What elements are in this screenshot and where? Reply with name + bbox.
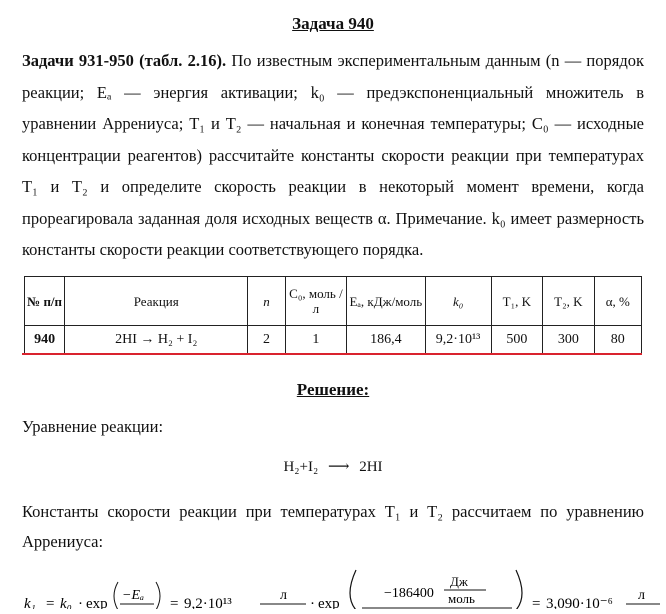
- highlight-underline: [22, 353, 642, 355]
- formula-eq2: =: [170, 596, 179, 609]
- header-k0: k₀: [425, 277, 491, 326]
- arrhenius-formula: [22, 568, 662, 609]
- cell-k0: 9,2·10¹³: [425, 326, 491, 354]
- cell-num: 940: [25, 326, 65, 354]
- formula-dot2: ·: [310, 596, 315, 609]
- header-n: n: [248, 277, 285, 326]
- task-text: По известным экспериментальным данным (n — порядок реакции; Eₐ — энергия активации; k₀ — предэкспоненциальный множитель в уравнении Аррениуса; T₁ и T₂ — начальная и конечная температуры; C₀ — исходные концентрации реагентов) рассчитайте константы скорости реакции при температурах T₁ и T₂ и определите скорость реакции в некоторый момент времени, когда прореагировала заданная доля исходных веществ α. Примечание. k₀ имеет размерность константы скорости реакции соответствующего порядка.: [22, 51, 644, 259]
- reaction-equation: [0, 457, 666, 476]
- formula-exp2: exp: [318, 596, 340, 609]
- reaction-right: 2HI: [359, 459, 383, 475]
- formula-eq1: =: [46, 596, 55, 609]
- header-c0: C₀, моль /л: [285, 277, 346, 326]
- task-lead: Задачи 931-950 (табл. 2.16).: [22, 51, 227, 70]
- header-t2: T₂, K: [543, 277, 594, 326]
- formula-unit-j: Дж: [450, 574, 468, 589]
- data-table: [24, 276, 642, 354]
- formula-result: 3,090·10⁻⁶: [546, 596, 613, 609]
- formula-paren-right: [156, 582, 160, 609]
- reaction-left: H₂+I₂: [283, 459, 319, 475]
- arrhenius-text: Константы скорости реакции при температурах T₁ и T₂ рассчитаем по уравнению Аррениуса:: [22, 502, 644, 551]
- cell-n: 2: [248, 326, 285, 354]
- formula-paren-left: [114, 582, 118, 609]
- formula-exp: exp: [86, 596, 108, 609]
- cell-t2: 300: [543, 326, 594, 354]
- formula-unit-mol: моль: [448, 591, 475, 606]
- task-title: Задача 940: [292, 14, 374, 33]
- formula-dot: ·: [78, 596, 83, 609]
- header-alpha: α, %: [594, 277, 641, 326]
- table-header-row: [25, 277, 642, 326]
- header-ea: Eₐ, кДж/моль: [347, 277, 426, 326]
- formula-minus-ea: −Eₐ: [122, 588, 145, 603]
- table-row: [25, 326, 642, 354]
- formula-k1: k₁: [24, 596, 36, 609]
- formula-unit-l: л: [280, 588, 287, 603]
- formula-k0: k₀: [60, 596, 72, 609]
- equation-label: Уравнение реакции:: [22, 417, 164, 436]
- cell-t1: 500: [491, 326, 542, 354]
- cell-reaction: 2HI → H₂ + I₂: [65, 326, 248, 354]
- reaction-arrow: ⟶: [327, 459, 350, 475]
- formula-big-paren-right: [516, 570, 522, 609]
- cell-ea: 186,4: [347, 326, 426, 354]
- formula-k0-value: 9,2·10¹³: [184, 596, 232, 609]
- formula-svg: [22, 568, 662, 609]
- header-num: № п/п: [25, 277, 65, 326]
- cell-c0: 1: [285, 326, 346, 354]
- formula-big-paren-left: [350, 570, 356, 609]
- cell-alpha: 80: [594, 326, 641, 354]
- formula-eq3: =: [532, 596, 541, 609]
- header-t1: T₁, K: [491, 277, 542, 326]
- formula-neg-energy: −186400: [384, 586, 434, 601]
- header-reaction: Реакция: [65, 277, 248, 326]
- formula-result-unit: л: [638, 588, 645, 603]
- task-description: [22, 45, 644, 266]
- solution-title: Решение:: [296, 380, 370, 399]
